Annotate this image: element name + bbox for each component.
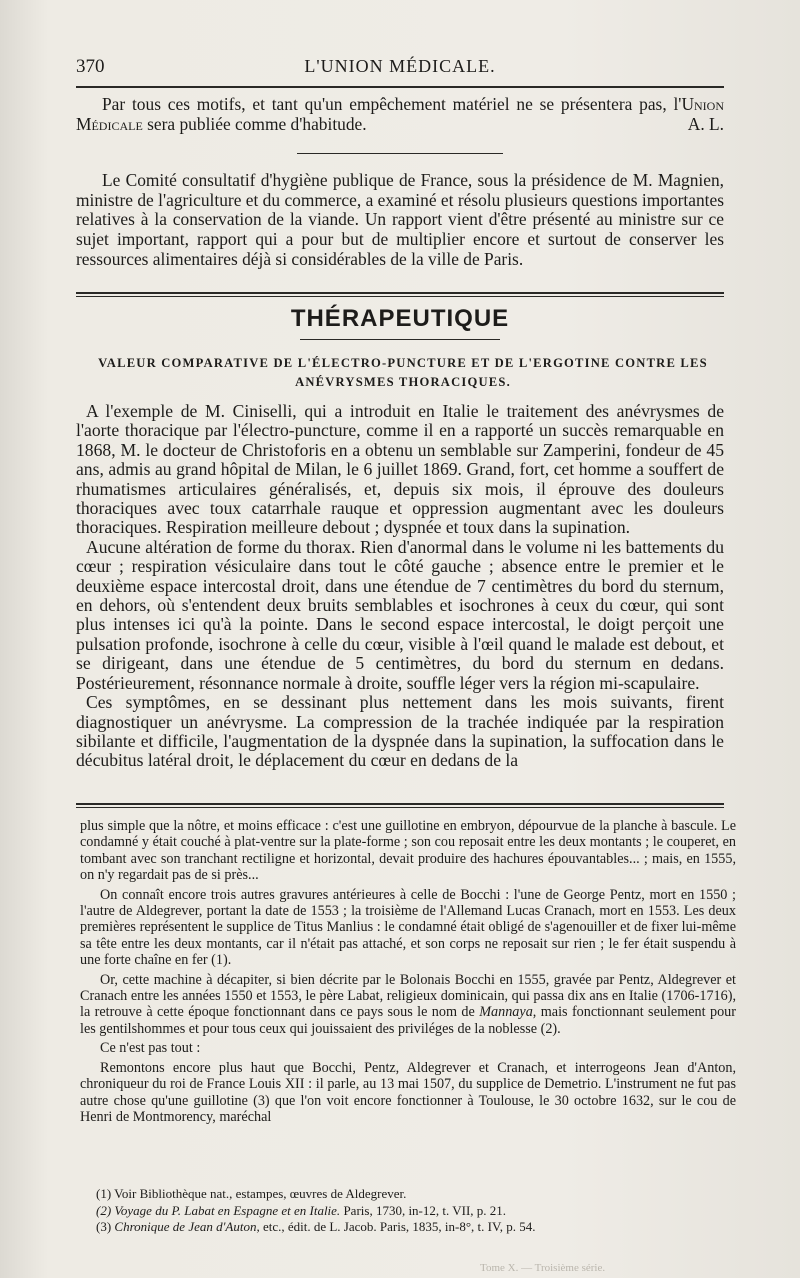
signature: A. L.: [687, 113, 724, 134]
feuilleton-paragraph: Ce n'est pas tout :: [100, 1040, 201, 1057]
feuilleton-rule-thin: [76, 807, 724, 808]
article-body: [76, 402, 724, 771]
article-paragraph: A l'exemple de M. Ciniselli, qui a introduit en Italie le traitement des anévrysmes de l'aorte thoracique par l'électro-puncture, comme il en a rapporté un succès remarquable en 1868, M. le docteur de Christoforis en a obtenu un semblable sur Zamperini, fondeur de 45 ans, admis au grand hôpital de Milan, le 6 juillet 1869. Grand, fort, cet homme a souffert de rhumatismes articulaires généralisés, et, depuis six mois, il éprouve des douleurs thoraciques avec toux catarrhale rauque et oppression augmentant avec les douleurs thoraciques. Respiration meilleure debout ; dyspnée et toux dans la supination.: [76, 401, 724, 538]
feuilleton-rule: [76, 803, 724, 805]
section-rule-top-thin: [76, 296, 724, 297]
footnotes: [96, 1186, 736, 1236]
article-title: VALEUR COMPARATIVE DE L'ÉLECTRO-PUNCTURE ET DE L'ERGOTINE CONTRE LES ANÉVRYSMES THORACIQUES.: [98, 356, 708, 389]
page-header: [76, 56, 724, 82]
journal-title: L'UNION MÉDICALE.: [304, 56, 496, 76]
feuilleton-paragraph: plus simple que la nôtre, et moins efficace : c'est une guillotine en embryon, dépourvue de la planche à bascule. Le condamné y était couché à plat-ventre sur la plate-forme ; son cou reposait entre les deux montants ; le couperet, en tombant avec son tranchant rectiligne et horizontal, devait produire des hachures épouvantables... ; mais, en 1555, on n'y regardait pas de si près...: [80, 818, 736, 884]
feuilleton-paragraph: On connaît encore trois autres gravures antérieures à celle de Bocchi : l'une de George Pentz, mort en 1550 ; l'autre de Aldegrever, portant la date de 1553 ; la troisième de l'Allemand Lucas Cranach, mort en 1553. Les deux premières représentent le supplice de Titus Manlius : le condamné était obligé de s'agenouiller et de fixer lui-même sa tête entre les deux montants, car il n'était pas attaché, et son corps ne reposait sur rien ; le fer était suspendu à une forte chaîne en fer (1).: [80, 886, 736, 969]
article-paragraph: Ces symptômes, en se dessinant plus nettement dans les mois suivants, firent diagnostiquer un anévrysme. La compression de la trachée indiquée par la respiration sibilante et difficile, l'augmentation de la dyspnée dans la supination, la suffocation dans le décubitus latéral droit, le déplacement du cœur en dedans de la: [76, 692, 724, 771]
section-rule-top: [76, 292, 724, 294]
section-title-underline: [300, 339, 500, 340]
italic-term: Mannaya: [479, 1004, 533, 1021]
header-rule: [76, 86, 724, 88]
feuilleton-paragraph: Or, cette machine à décapiter, si bien décrite par le Bolonais Bocchi en 1555, gravée par Pentz, Aldegrever et Cranach entre les années 1550 et 1553, le père Labat, religieux dominicain, qui passa dix ans en Italie (1706-1716), la retrouve à cette époque fonctionnant dans ce pays sous le nom de Mannaya, mais fonctionnant seulement pour les gentilshommes et pour tous ceux qui jouissaient des priviléges de la noblesse (2).: [80, 971, 736, 1037]
feuilleton-block: [80, 818, 736, 1128]
bleed-through-text: Tome X. — Troisième série.: [480, 1262, 606, 1274]
notice-block: [76, 95, 724, 269]
notice-paragraph: Par tous ces motifs, et tant qu'un empêchement matériel ne se présentera pas, l'Union Médicale sera publiée comme d'habitude. A. L.: [76, 94, 724, 134]
committee-paragraph: Le Comité consultatif d'hygiène publique de France, sous la présidence de M. Magnien, ministre de l'agriculture et du commerce, a examiné et résolu plusieurs questions importantes relatives à la conservation de la viande. Un rapport vient d'être présenté au ministre sur ce sujet important, rapport qui a pour but de multiplier encore et surtout de conserver les ressources alimentaires déjà si considérables de la ville de Paris.: [76, 170, 724, 269]
footnote-2: (2) Voyage du P. Labat en Espagne et en Italie. Paris, 1730, in-12, t. VII, p. 21.: [96, 1202, 507, 1218]
page-number: 370: [76, 56, 105, 77]
separator-rule: [297, 153, 503, 154]
footnote-3: (3) Chronique de Jean d'Auton, etc., édit. de L. Jacob. Paris, 1835, in-8°, t. IV, p. 54.: [96, 1219, 536, 1235]
section-title: THÉRAPEUTIQUE: [290, 305, 510, 332]
article-paragraph: Aucune altération de forme du thorax. Rien d'anormal dans le volume ni les battements du cœur ; respiration vésiculaire dans tout le côté gauche ; absence entre le premier et le deuxième espace intercostal droit, dans une étendue de 7 centimètres du bord du sternum, en dehors, où s'entendent deux bruits semblables et isochrones à ceux du cœur, qui sont plus intenses ici qu'à la pointe. Dans le second espace intercostal, le doigt perçoit une pulsation profonde, isochrone à celle du cœur, visible à l'œil quand le malade est debout, et se dirigeant, dans une étendue de 5 centimètres, du bord du sternum en dedans. Postérieurement, résonnance normale à droite, souffle léger vers la région mi-scapulaire.: [76, 536, 724, 693]
footnote-1: (1) Voir Bibliothèque nat., estampes, œuvres de Aldegrever.: [96, 1186, 407, 1201]
feuilleton-paragraph: Remontons encore plus haut que Bocchi, Pentz, Aldegrever et Cranach, et interrogeons Jean d'Anton, chroniqueur du roi de France Louis XII : il parle, au 13 mai 1507, du supplice de Demetrio. L'instrument ne fut pas autre chose qu'une guillotine (3) que l'on voit encore fonctionner à Toulouse, le 30 octobre 1632, sur le cou de Henri de Montmorency, maréchal: [80, 1059, 736, 1125]
journal-name: Union Médicale: [76, 94, 724, 134]
